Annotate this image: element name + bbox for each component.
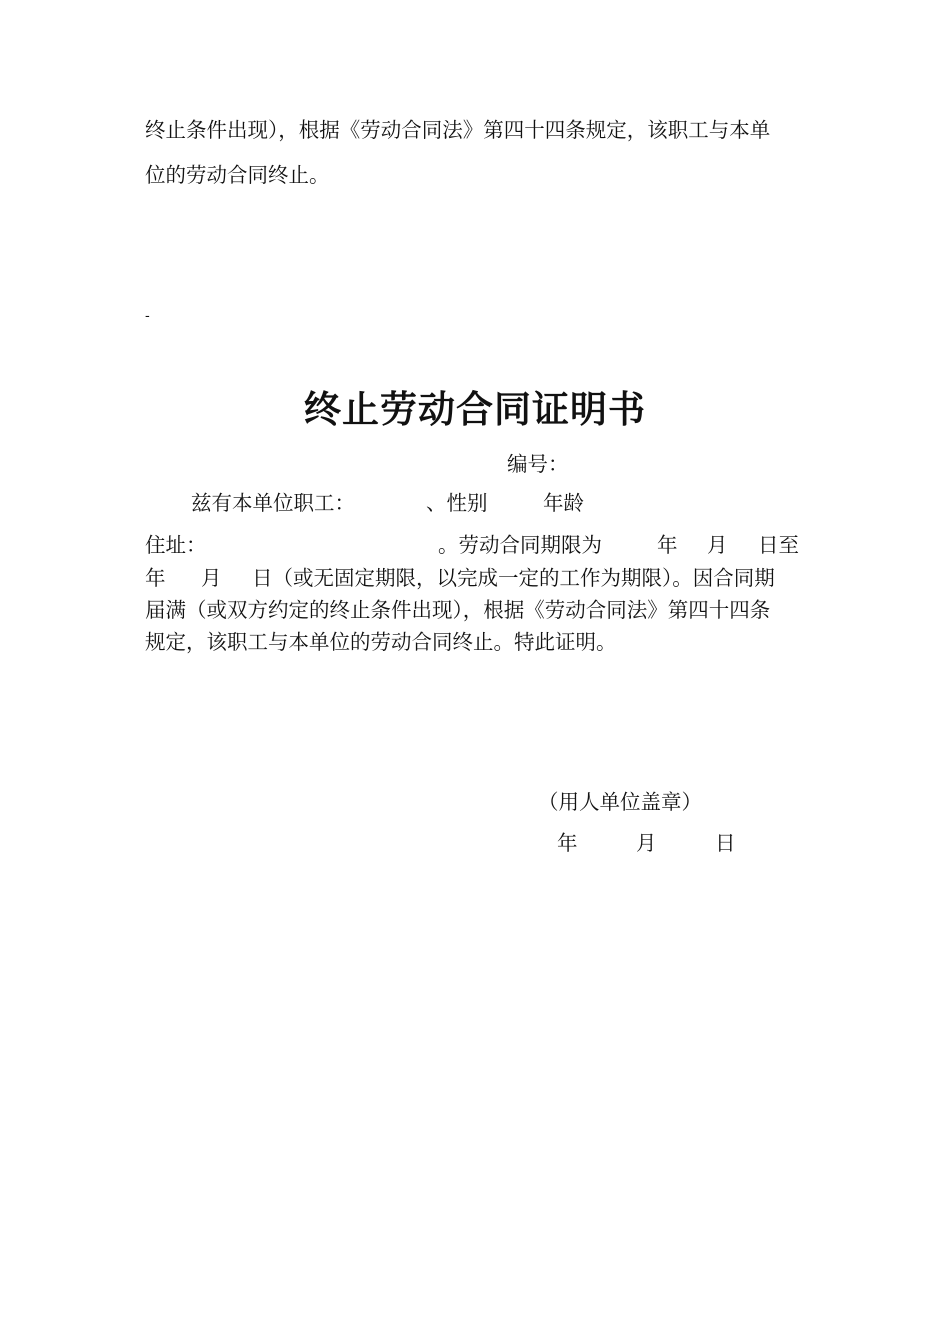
signature-year-label: 年 xyxy=(557,831,578,855)
age-label: 年龄 xyxy=(543,491,584,515)
start-day-label: 日至 xyxy=(758,533,799,557)
start-year-label: 年 xyxy=(657,533,678,557)
body-line-5: 规定，该职工与本单位的劳动合同终止。特此证明。 xyxy=(145,630,617,654)
gender-label: 、性别 xyxy=(426,491,488,515)
serial-number-label: 编号： xyxy=(507,452,569,476)
prev-page-line-1: 终止条件出现），根据《劳动合同法》第四十四条规定，该职工与本单 xyxy=(145,118,771,142)
document-title: 终止劳动合同证明书 xyxy=(304,387,646,431)
contract-term-label: 。劳动合同期限为 xyxy=(438,533,602,557)
employee-label: 兹有本单位职工： xyxy=(191,491,355,515)
start-month-label: 月 xyxy=(707,533,728,557)
end-day-text: 日（或无固定期限，以完成一定的工作为期限）。因合同期 xyxy=(252,566,775,590)
company-seal-label: （用人单位盖章） xyxy=(538,790,702,814)
prev-page-line-2: 位的劳动合同终止。 xyxy=(145,163,330,187)
signature-month-label: 月 xyxy=(636,831,657,855)
body-line-4: 届满（或双方约定的终止条件出现），根据《劳动合同法》第四十四条 xyxy=(145,598,771,622)
address-label: 住址： xyxy=(145,533,207,557)
page-separator: - xyxy=(145,308,150,324)
signature-day-label: 日 xyxy=(715,831,736,855)
end-year-label: 年 xyxy=(145,566,166,590)
end-month-label: 月 xyxy=(201,566,222,590)
